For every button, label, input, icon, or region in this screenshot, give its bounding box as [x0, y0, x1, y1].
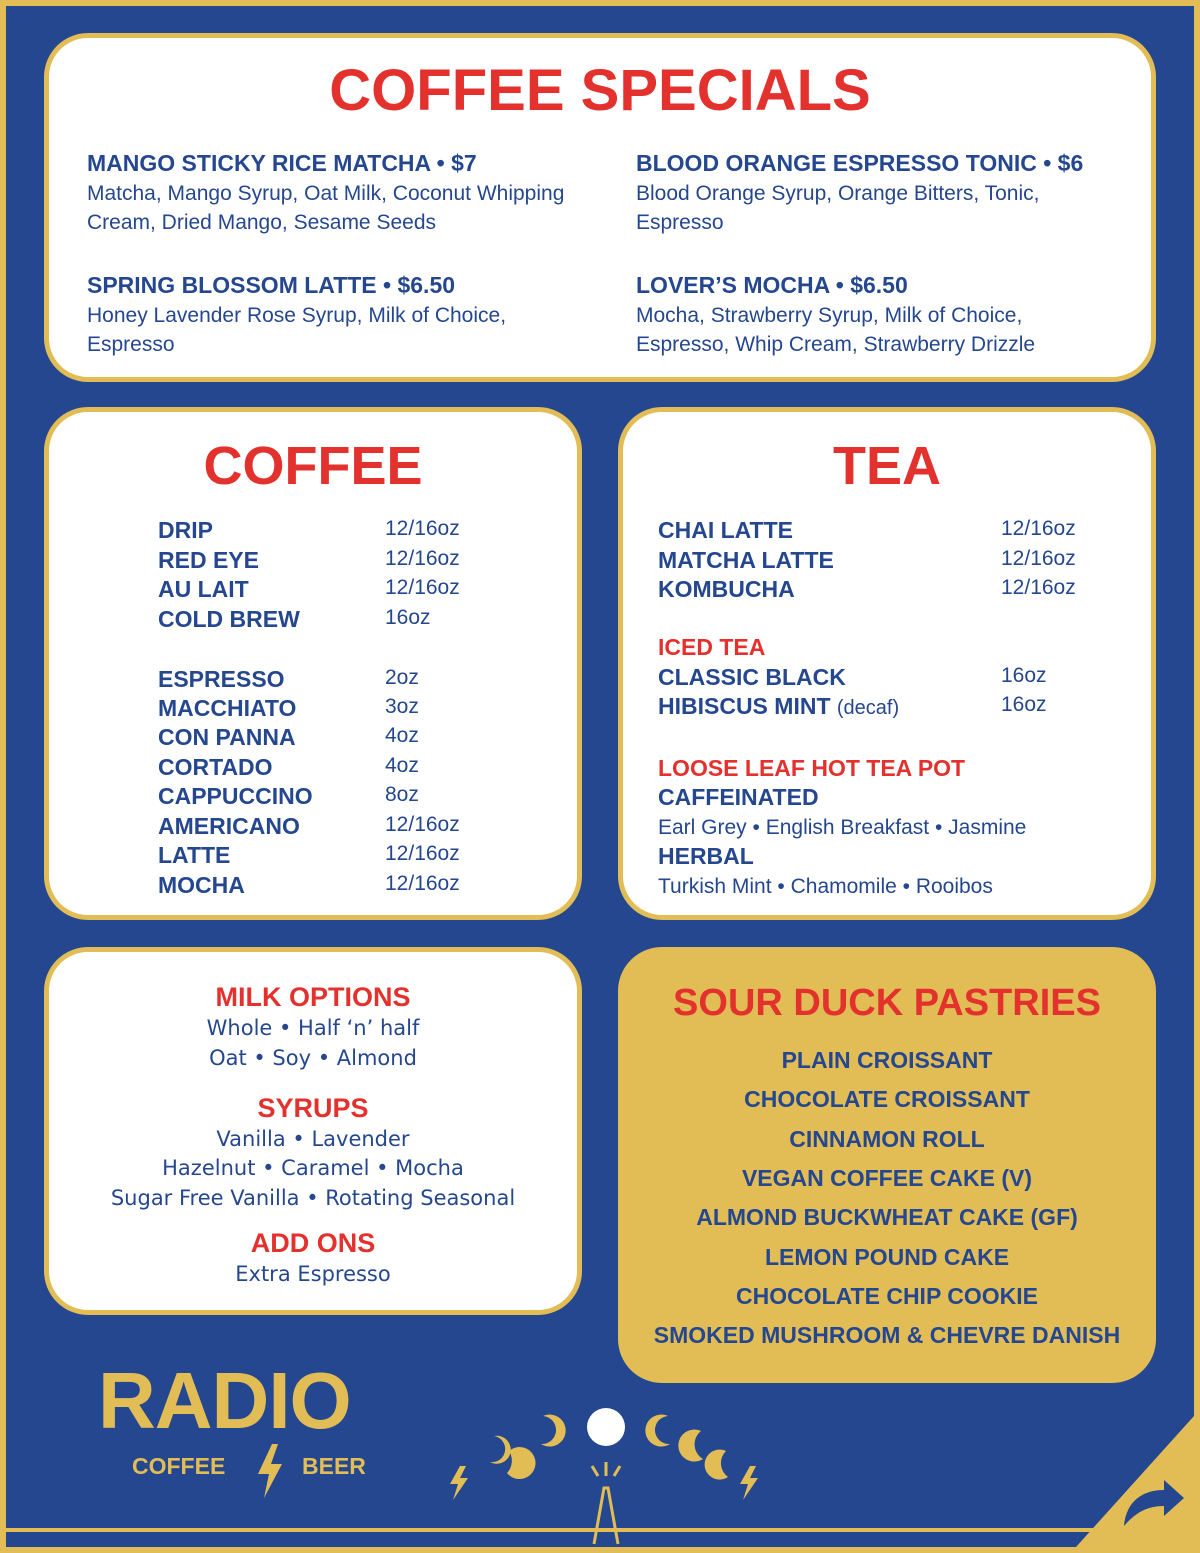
tea-item-name: CHAI LATTE [658, 517, 794, 543]
coffee-item-name: AMERICANO [158, 813, 300, 839]
pastry-item: CHOCOLATE CROISSANT [744, 1086, 1030, 1112]
syrups-line: Hazelnut • Caramel • Mocha [162, 1156, 464, 1180]
tea-item-name: MATCHA LATTE [658, 547, 834, 573]
coffee-item-size: 12/16oz [385, 576, 460, 599]
pastry-item: LEMON POUND CAKE [764, 1244, 1010, 1270]
logo-coffee-word: COFFEE [132, 1453, 226, 1479]
pastry-item: SMOKED MUSHROOM & CHEVRE DANISH [653, 1322, 1121, 1348]
syrups-line: Vanilla • Lavender [216, 1127, 410, 1151]
coffee-item-size: 16oz [385, 606, 431, 629]
pastry-item: ALMOND BUCKWHEAT CAKE (GF) [696, 1204, 1078, 1230]
iced-tea-item-label: CLASSIC BLACK [658, 664, 846, 690]
pastries-title: SOUR DUCK PASTRIES [673, 982, 1101, 1024]
syrups-line: Sugar Free Vanilla • Rotating Seasonal [110, 1186, 516, 1210]
syrups-heading: SYRUPS [257, 1093, 369, 1123]
coffee-item-name: MACCHIATO [158, 695, 297, 721]
tea-title: TEA [833, 436, 941, 496]
tea-item-name: KOMBUCHA [658, 576, 795, 602]
extras-card [44, 947, 582, 1315]
special-item-title: LOVER’S MOCHA • $6.50 [636, 272, 908, 298]
herbal-label: HERBAL [658, 843, 754, 869]
iced-tea-item-name [658, 693, 899, 720]
iced-tea-item-size: 16oz [1001, 693, 1047, 716]
pastry-item: VEGAN COFFEE CAKE (V) [741, 1165, 1033, 1191]
iced-tea-heading: ICED TEA [658, 634, 766, 660]
iced-tea-item-size: 16oz [1001, 664, 1047, 687]
caffeinated-label: CAFFEINATED [658, 784, 819, 810]
coffee-item-name: CAPPUCCINO [158, 783, 313, 809]
coffee-item-name: ESPRESSO [158, 666, 285, 692]
coffee-item-name: DRIP [158, 517, 213, 543]
coffee-item-size: 3oz [385, 695, 419, 718]
tea-item-size: 12/16oz [1001, 547, 1076, 570]
logo-beer-word: BEER [302, 1453, 366, 1479]
coffee-item-size: 4oz [385, 754, 419, 777]
moon-phase-icon [587, 1408, 625, 1446]
herbal-list: Turkish Mint • Chamomile • Rooibos [658, 875, 993, 898]
coffee-item-name: AU LAIT [158, 576, 249, 602]
special-item-desc: Honey Lavender Rose Syrup, Milk of Choice, Espresso [87, 304, 507, 356]
coffee-item-size: 12/16oz [385, 842, 460, 865]
coffee-item-name: COLD BREW [158, 606, 300, 632]
special-item-title: MANGO STICKY RICE MATCHA • $7 [87, 150, 477, 176]
iced-tea-item-note: (decaf) [836, 697, 900, 719]
iced-tea-item-name [658, 664, 846, 691]
coffee-card [44, 407, 582, 920]
coffee-item-size: 12/16oz [385, 547, 460, 570]
add-ons-heading: ADD ONS [250, 1228, 376, 1258]
caffeinated-list: Earl Grey • English Breakfast • Jasmine [658, 816, 1027, 839]
coffee-item-name: CORTADO [158, 754, 273, 780]
coffee-item-size: 4oz [385, 724, 419, 747]
coffee-item-name: RED EYE [158, 547, 259, 573]
add-ons-line: Extra Espresso [235, 1262, 391, 1286]
special-item-desc: Matcha, Mango Syrup, Oat Milk, Coconut Whipping Cream, Dried Mango, Sesame Seeds [87, 182, 565, 234]
coffee-title: COFFEE [203, 436, 423, 496]
pastry-item: CHOCOLATE CHIP COOKIE [736, 1283, 1038, 1309]
milk-options-line: Oat • Soy • Almond [209, 1046, 417, 1070]
coffee-item-name: LATTE [158, 842, 231, 868]
coffee-item-size: 12/16oz [385, 872, 460, 895]
menu-page [6, 6, 1194, 1547]
iced-tea-item-label: HIBISCUS MINT [658, 693, 831, 719]
coffee-item-size: 12/16oz [385, 517, 460, 540]
tea-card [618, 407, 1156, 920]
loose-leaf-heading: LOOSE LEAF HOT TEA POT [658, 755, 966, 781]
milk-options-line: Whole • Half ‘n’ half [206, 1016, 420, 1040]
pastry-item: CINNAMON ROLL [789, 1126, 985, 1152]
pastry-item: PLAIN CROISSANT [781, 1047, 993, 1073]
special-item-desc: Mocha, Strawberry Syrup, Milk of Choice, Espresso, Whip Cream, Strawberry Drizzle [636, 304, 1036, 356]
page-corner[interactable] [1076, 1416, 1194, 1547]
coffee-item-name: MOCHA [158, 872, 245, 898]
specials-card [44, 33, 1156, 382]
coffee-item-size: 12/16oz [385, 813, 460, 836]
coffee-item-size: 2oz [385, 666, 419, 689]
tea-item-size: 12/16oz [1001, 517, 1076, 540]
specials-title: COFFEE SPECIALS [329, 58, 871, 123]
special-item-title: SPRING BLOSSOM LATTE • $6.50 [87, 272, 456, 298]
tea-item-size: 12/16oz [1001, 576, 1076, 599]
radio-logo [98, 1356, 418, 1506]
bottom-rule [6, 1528, 1194, 1532]
moon-phase-illustration [436, 1396, 776, 1547]
logo-wordmark: RADIO [98, 1356, 351, 1445]
lightning-icon [256, 1444, 284, 1498]
milk-options-heading: MILK OPTIONS [215, 982, 411, 1012]
coffee-item-size: 8oz [385, 783, 419, 806]
special-item-title: BLOOD ORANGE ESPRESSO TONIC • $6 [636, 150, 1084, 176]
special-item-desc: Blood Orange Syrup, Orange Bitters, Tonic, Espresso [636, 182, 1040, 234]
coffee-item-name: CON PANNA [158, 724, 296, 750]
pastries-card [618, 947, 1156, 1383]
